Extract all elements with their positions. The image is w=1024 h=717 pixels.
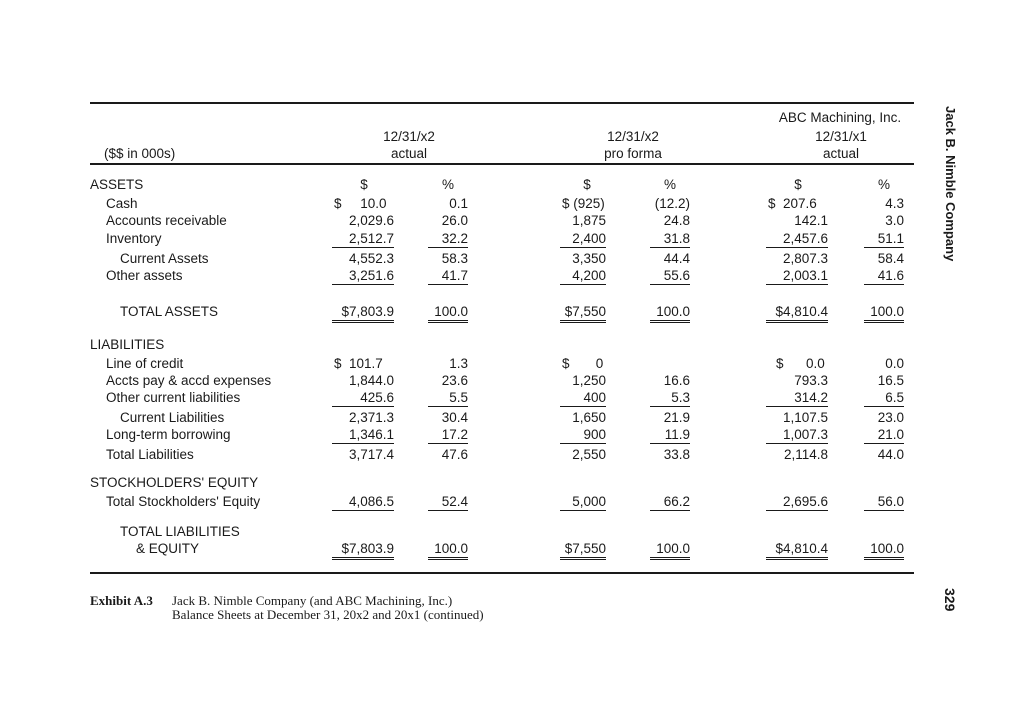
cell: $7,550 (560, 541, 606, 560)
cell: 2,457.6 (766, 231, 828, 248)
col1-date: 12/31/x2 (383, 129, 435, 144)
cell: 23.0 (877, 410, 904, 425)
col3-basis: actual (822, 146, 860, 161)
exhibit-label: Exhibit A.3 (90, 593, 153, 608)
cell: $ 207.6 (768, 196, 817, 211)
row-label-inventory: Inventory (106, 231, 162, 246)
cell: $ (925) (562, 196, 605, 211)
cell: 2,003.1 (766, 268, 828, 285)
cell: 100.0 (650, 541, 690, 560)
cell: 900 (560, 427, 606, 444)
row-label-line-of-credit: Line of credit (106, 356, 184, 371)
caption-line-2: Balance Sheets at December 31, 20x2 and 20x1 (continued) (172, 607, 484, 622)
row-label-current-assets: Current Assets (120, 251, 209, 266)
caption-line-1: Jack B. Nimble Company (and ABC Machining, Inc.) (172, 593, 453, 608)
row-label-other-current-liab: Other current liabilities (106, 390, 241, 405)
section-assets: ASSETS (90, 177, 144, 192)
cell: 52.4 (428, 494, 468, 511)
top-rule (90, 102, 914, 104)
cell: 1,844.0 (348, 373, 394, 388)
cell: 2,029.6 (348, 213, 394, 228)
cell: 2,695.6 (766, 494, 828, 511)
col2-basis: pro forma (604, 146, 662, 161)
cell: 314.2 (766, 390, 828, 407)
bottom-rule (90, 572, 914, 574)
cell: 3.0 (885, 213, 904, 228)
col3-dollar-heading: $ (794, 177, 802, 192)
cell: 33.8 (663, 447, 690, 462)
cell: 2,807.3 (782, 251, 828, 266)
cell: 56.0 (864, 494, 904, 511)
row-label-current-liab: Current Liabilities (120, 410, 225, 425)
cell: 142.1 (794, 213, 828, 228)
cell: 16.5 (877, 373, 904, 388)
cell: 30.4 (441, 410, 468, 425)
cell: 6.5 (864, 390, 904, 407)
cell: 21.0 (864, 427, 904, 444)
cell: $7,803.9 (332, 541, 394, 560)
cell: (12.2) (654, 196, 690, 211)
cell: 3,251.6 (332, 268, 394, 285)
cell: 1,250 (572, 373, 606, 388)
cell: $ 10.0 (334, 196, 387, 211)
row-label-accts-pay: Accts pay & accd expenses (106, 373, 272, 388)
col2-dollar-heading: $ (583, 177, 591, 192)
cell: 41.6 (864, 268, 904, 285)
header-rule (90, 163, 914, 165)
cell: 1,346.1 (332, 427, 394, 444)
col3-percent-heading: % (877, 177, 890, 192)
cell: 2,371.3 (348, 410, 394, 425)
row-label-lt-borrowing: Long-term borrowing (106, 427, 231, 442)
running-head: Jack B. Nimble Company (943, 106, 958, 262)
cell: 1,007.3 (766, 427, 828, 444)
cell: 11.9 (650, 427, 690, 444)
cell: 5.5 (428, 390, 468, 407)
row-label-total-le-line1: TOTAL LIABILITIES (120, 524, 240, 539)
cell: 44.0 (877, 447, 904, 462)
cell: 66.2 (650, 494, 690, 511)
row-label-total-assets: TOTAL ASSETS (120, 304, 219, 319)
page-number: 329 (942, 588, 958, 612)
cell: $ 0.0 (776, 356, 825, 371)
cell: 41.7 (428, 268, 468, 285)
cell: 1.3 (449, 356, 468, 371)
cell: 2,550 (572, 447, 606, 462)
cell: 5.3 (650, 390, 690, 407)
row-label-other-assets: Other assets (106, 268, 183, 283)
cell: 5,000 (560, 494, 606, 511)
cell: 4,552.3 (348, 251, 394, 266)
cell: 4.3 (885, 196, 904, 211)
cell: 26.0 (441, 213, 468, 228)
cell: 44.4 (663, 251, 690, 266)
cell: 4,200 (560, 268, 606, 285)
cell: $4,810.4 (766, 541, 828, 560)
cell: 21.9 (663, 410, 690, 425)
cell: $7,803.9 (332, 304, 394, 323)
col1-dollar-heading: $ (360, 177, 368, 192)
cell: 47.6 (441, 447, 468, 462)
cell: 58.3 (441, 251, 468, 266)
cell: 1,107.5 (782, 410, 828, 425)
cell: 3,717.4 (348, 447, 394, 462)
cell: 400 (560, 390, 606, 407)
row-label-ar: Accounts receivable (106, 213, 227, 228)
cell: 24.8 (663, 213, 690, 228)
col3-date: 12/31/x1 (815, 129, 867, 144)
cell: 0.1 (449, 196, 468, 211)
company-header: ABC Machining, Inc. (778, 110, 902, 125)
units-label: ($$ in 000s) (104, 146, 176, 161)
cell: 100.0 (428, 541, 468, 560)
section-equity: STOCKHOLDERS' EQUITY (90, 475, 259, 490)
row-label-total-liab: Total Liabilities (106, 447, 194, 462)
row-label-total-le: & EQUITY (136, 541, 200, 556)
section-liabilities: LIABILITIES (90, 337, 165, 352)
cell: 100.0 (428, 304, 468, 323)
cell: $ 101.7 (334, 356, 383, 371)
col2-percent-heading: % (663, 177, 676, 192)
cell: 0.0 (885, 356, 904, 371)
cell: 425.6 (332, 390, 394, 407)
cell: $ 0 (562, 356, 604, 371)
cell: $7,550 (560, 304, 606, 323)
cell: 16.6 (663, 373, 690, 388)
cell: 2,114.8 (783, 447, 828, 462)
col2-date: 12/31/x2 (607, 129, 659, 144)
row-label-total-equity: Total Stockholders' Equity (106, 494, 261, 509)
cell: 100.0 (864, 541, 904, 560)
cell: 100.0 (864, 304, 904, 323)
cell: 3,350 (572, 251, 606, 266)
cell: 58.4 (877, 251, 904, 266)
cell: $4,810.4 (766, 304, 828, 323)
cell: 17.2 (428, 427, 468, 444)
cell: 2,400 (560, 231, 606, 248)
cell: 793.3 (794, 373, 828, 388)
cell: 23.6 (441, 373, 468, 388)
cell: 100.0 (650, 304, 690, 323)
cell: 31.8 (650, 231, 690, 248)
cell: 4,086.5 (332, 494, 394, 511)
cell: 55.6 (650, 268, 690, 285)
cell: 1,650 (572, 410, 606, 425)
cell: 1,875 (572, 213, 606, 228)
cell: 51.1 (864, 231, 904, 248)
col1-basis: actual (390, 146, 428, 161)
cell: 2,512.7 (332, 231, 394, 248)
col1-percent-heading: % (441, 177, 454, 192)
cell: 32.2 (428, 231, 468, 248)
row-label-cash: Cash (106, 196, 138, 211)
